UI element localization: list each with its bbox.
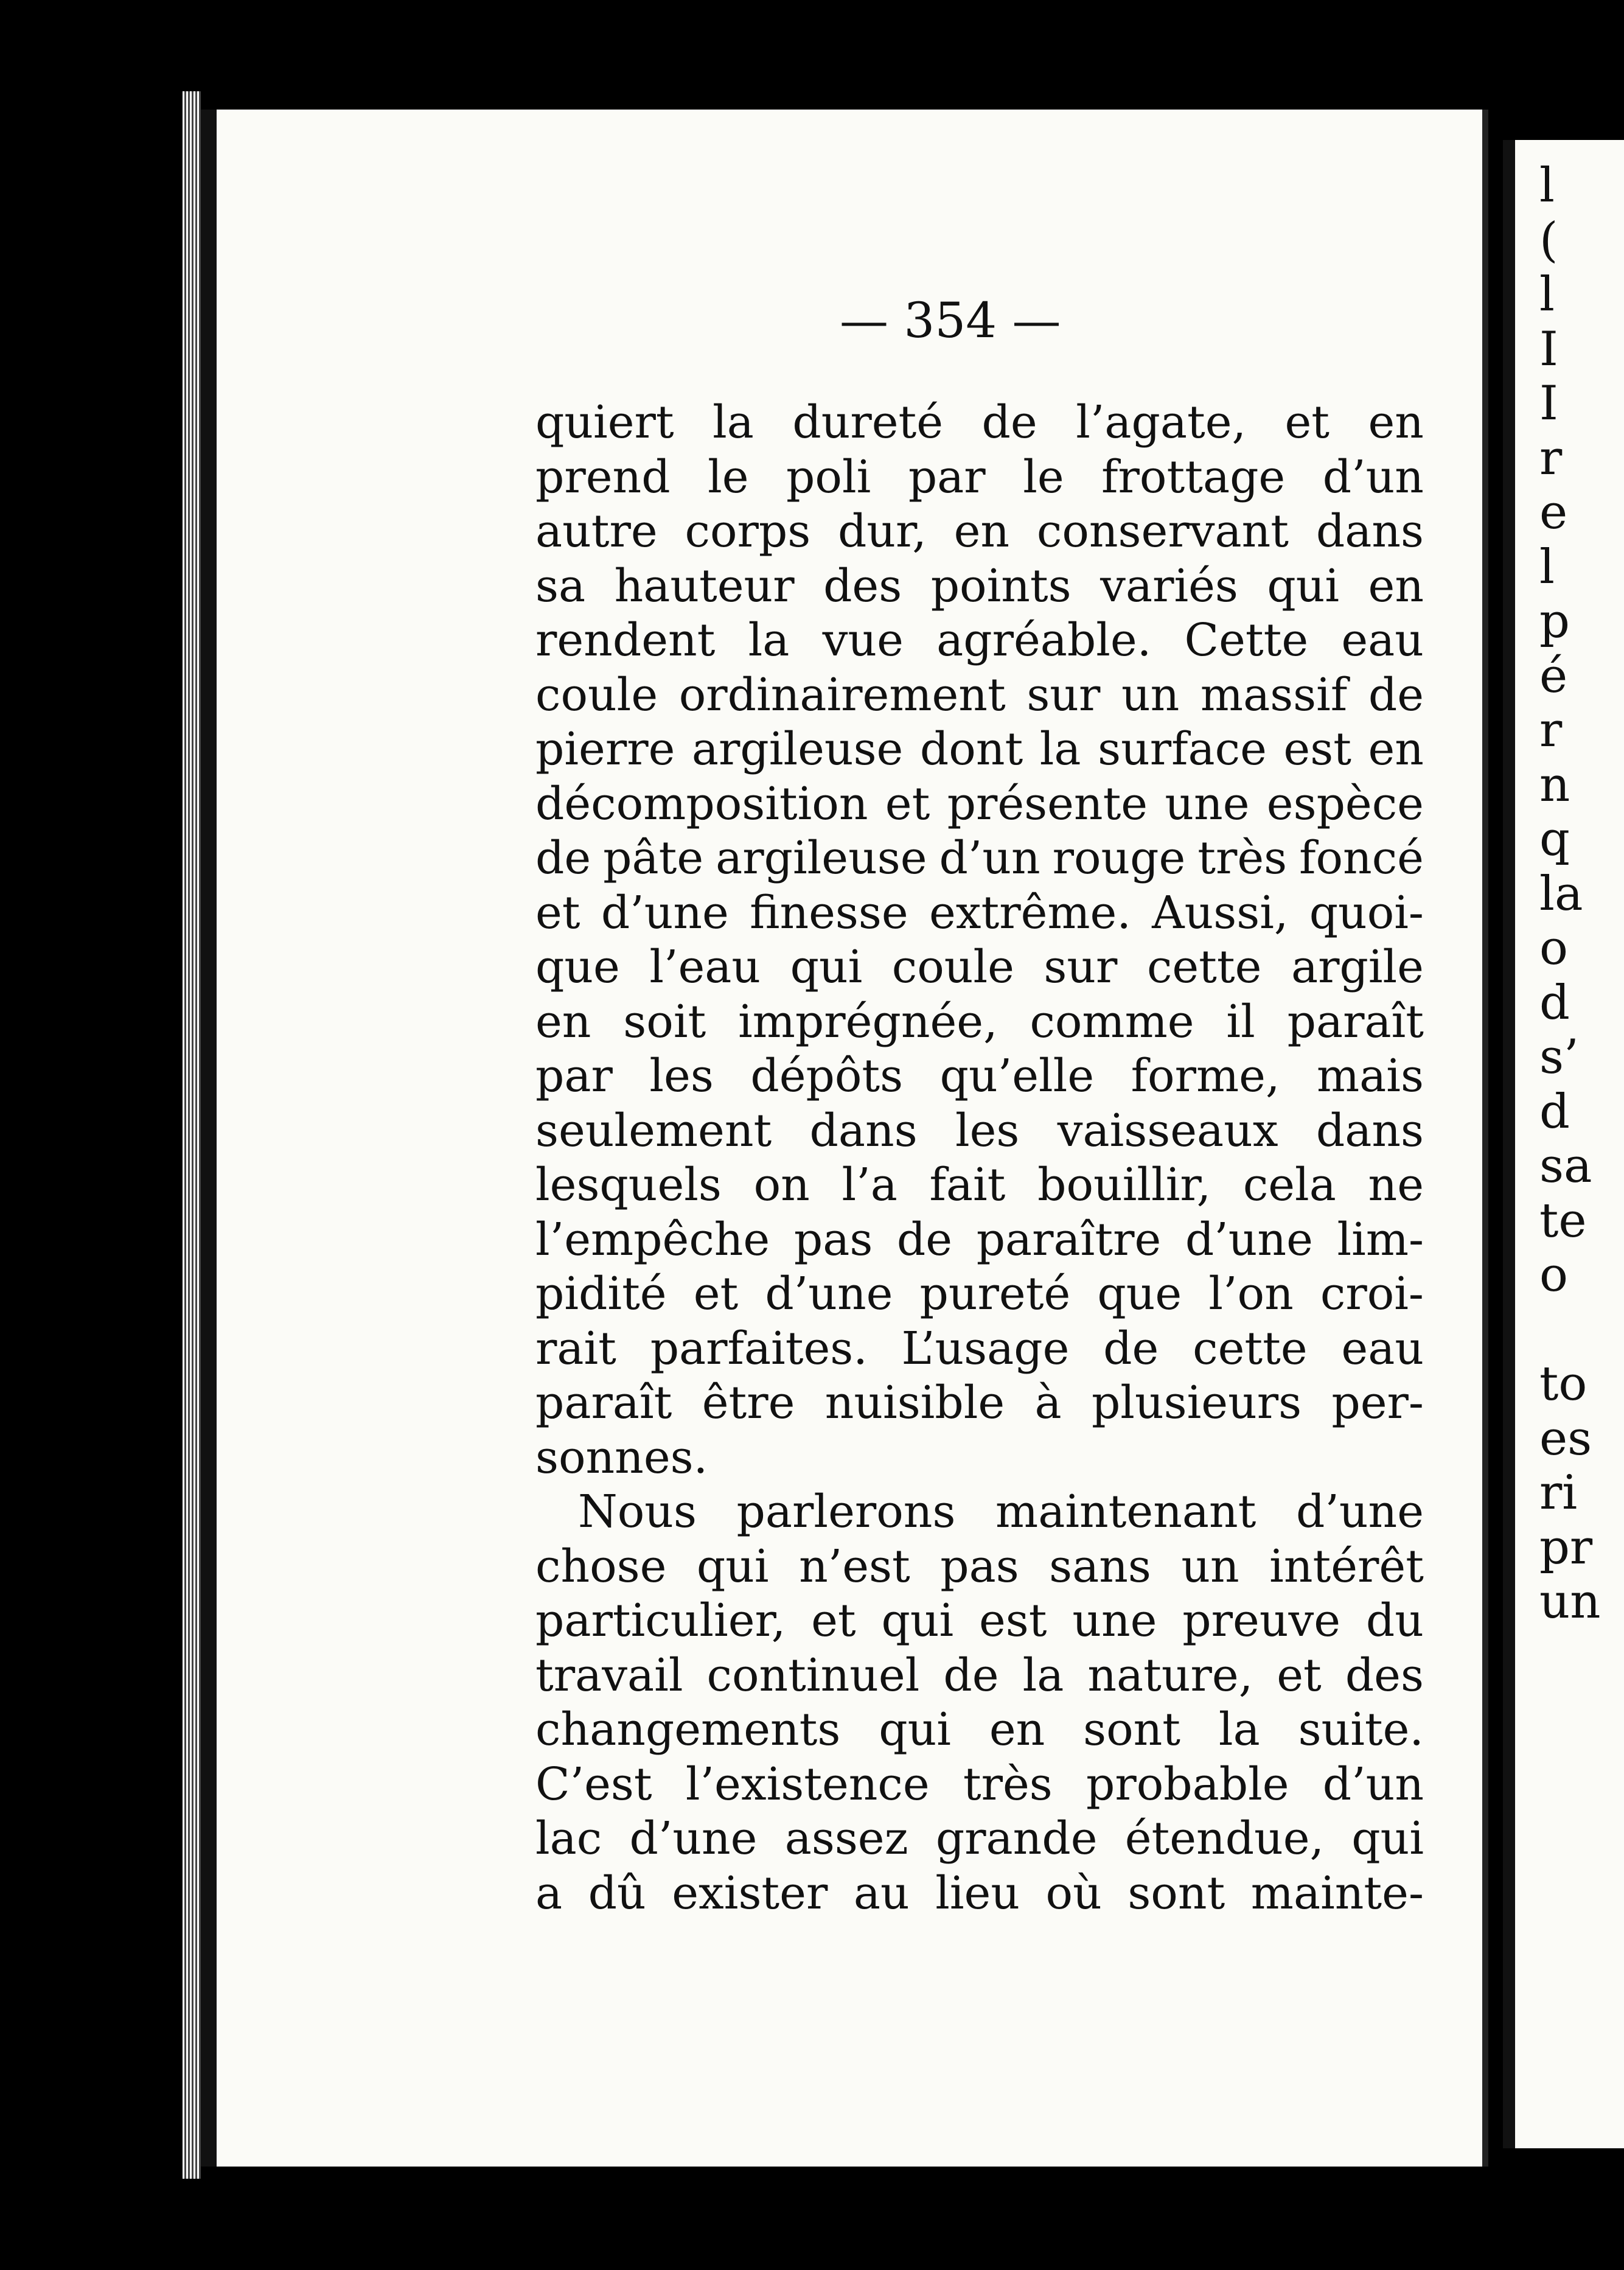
adjacent-page-text-fragment: I: [1539, 376, 1558, 431]
text-line: rait parfaites. L’usage de cette eau: [535, 1322, 1424, 1375]
text-line: paraît être nuisible à plusieurs per-: [535, 1377, 1424, 1429]
text-line: a dû exister au lieu où sont mainte-: [535, 1867, 1424, 1919]
text-line: coule ordinairement sur un massif de: [535, 668, 1424, 721]
text-line: lac d’une assez grande étendue, qui: [535, 1812, 1424, 1865]
adjacent-page-text-fragment: d: [1539, 975, 1570, 1030]
text-line: autre corps dur, en conservant dans: [535, 505, 1424, 557]
adjacent-page-text-fragment: é: [1539, 648, 1568, 704]
text-line: lesquels on l’a fait bouillir, cela ne: [535, 1159, 1424, 1211]
text-line: décomposition et présente une espèce: [535, 777, 1424, 830]
text-line: prend le poli par le frottage d’un: [535, 450, 1424, 503]
adjacent-page-text-fragment: te: [1539, 1193, 1587, 1248]
text-line: seulement dans les vaisseaux dans: [535, 1104, 1424, 1157]
adjacent-page-text-fragment: o: [1539, 921, 1568, 976]
text-line: pierre argileuse dont la surface est en: [535, 723, 1424, 775]
text-line: chose qui n’est pas sans un intérêt: [535, 1540, 1424, 1593]
page-stack-edge: [183, 91, 201, 2179]
adjacent-page-text-fragment: to: [1539, 1357, 1587, 1411]
text-line: sa hauteur des points variés qui en: [535, 559, 1424, 612]
adjacent-page-text-fragment: d: [1539, 1084, 1570, 1139]
adjacent-page-text-fragment: sa: [1539, 1139, 1592, 1193]
text-line: C’est l’existence très probable d’un: [535, 1758, 1424, 1811]
page-number: — 354 —: [840, 292, 1061, 349]
text-line: que l’eau qui coule sur cette argile: [535, 941, 1424, 993]
text-line: changements qui en sont la suite.: [535, 1703, 1424, 1756]
text-line: travail continuel de la nature, et des: [535, 1649, 1424, 1702]
adjacent-page-text-fragment: l: [1539, 539, 1555, 595]
adjacent-page-text-fragment: o: [1539, 1248, 1568, 1302]
adjacent-page-text-fragment: p: [1539, 594, 1570, 649]
adjacent-page-text-fragment: es: [1539, 1411, 1592, 1466]
text-line: l’empêche pas de paraître d’une lim-: [535, 1213, 1424, 1266]
text-line: quiert la dureté de l’agate, et en: [535, 396, 1424, 449]
adjacent-page-text-fragment: q: [1539, 812, 1570, 867]
adjacent-page-text-fragment: I: [1539, 321, 1558, 377]
adjacent-page-text-fragment: ri: [1539, 1465, 1578, 1520]
text-line: sonnes.: [535, 1431, 708, 1484]
adjacent-page-text-fragment: pr: [1539, 1520, 1593, 1575]
text-line: particulier, et qui est une preuve du: [535, 1594, 1424, 1647]
adjacent-page-text-fragment: l: [1539, 267, 1555, 322]
adjacent-page-text-fragment: r: [1539, 430, 1563, 486]
adjacent-page-text-fragment: n: [1539, 757, 1570, 812]
body-text: [535, 396, 1424, 1921]
adjacent-page-text-fragment: l: [1539, 158, 1555, 213]
text-line: et d’une finesse extrême. Aussi, quoi-: [535, 886, 1424, 939]
text-line: de pâte argileuse d’un rouge très foncé: [535, 832, 1424, 884]
adjacent-page-text-fragment: un: [1539, 1574, 1601, 1629]
adjacent-page-text-fragment: (: [1539, 212, 1558, 268]
adjacent-page-fragment: [1503, 140, 1624, 2148]
text-line: par les dépôts qu’elle forme, mais: [535, 1050, 1424, 1102]
adjacent-page-text-fragment: la: [1539, 866, 1583, 921]
adjacent-page-text-fragment: r: [1539, 703, 1563, 758]
text-line: pidité et d’une pureté que l’on croi-: [535, 1268, 1424, 1320]
adjacent-page-text-fragment: e: [1539, 485, 1568, 540]
text-line: rendent la vue agréable. Cette eau: [535, 614, 1424, 666]
adjacent-page-text-fragment: s’: [1539, 1030, 1579, 1084]
text-line: en soit imprégnée, comme il paraît: [535, 995, 1424, 1048]
text-line: Nous parlerons maintenant d’une: [578, 1486, 1424, 1538]
